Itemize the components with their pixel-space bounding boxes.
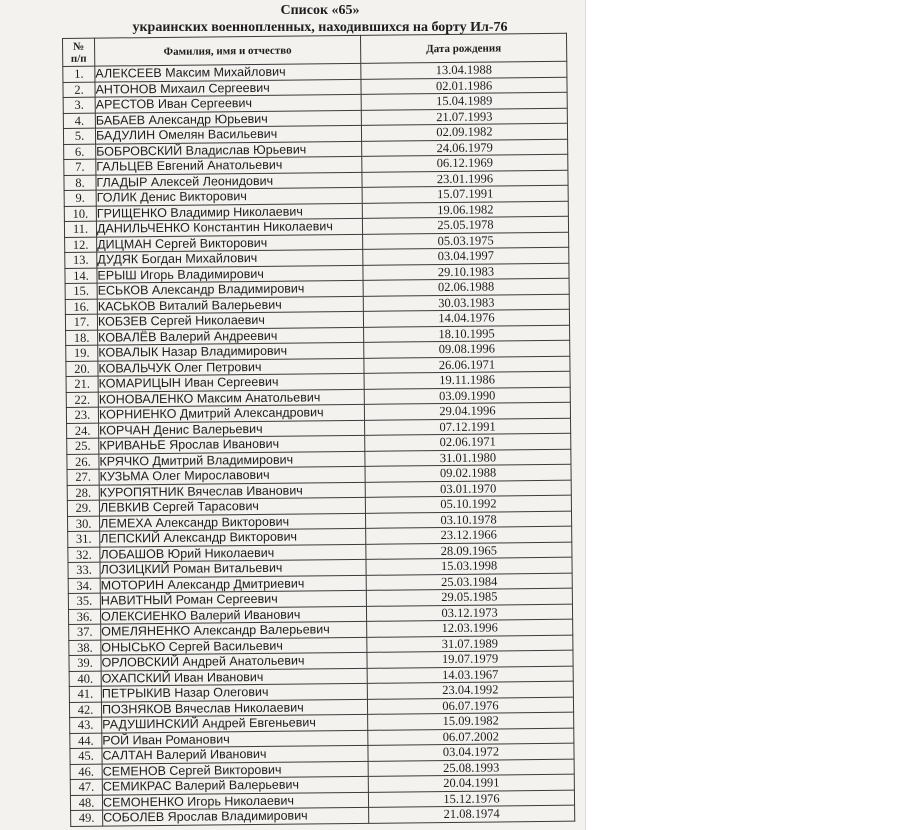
row-birth-date: 13.04.1988 xyxy=(361,61,567,79)
row-birth-date: 30.03.1983 xyxy=(363,294,569,312)
row-number: 31. xyxy=(68,531,100,547)
row-number: 6. xyxy=(64,144,96,160)
row-full-name: ЛЕПСКИЙ Александр Викторович xyxy=(100,528,366,546)
row-birth-date: 03.01.1970 xyxy=(365,480,571,498)
row-birth-date: 21.08.1974 xyxy=(369,805,575,823)
row-full-name: СЕМОНЕНКО Игорь Николаевич xyxy=(102,792,368,810)
row-birth-date: 02.06.1971 xyxy=(365,433,571,451)
row-number: 8. xyxy=(64,175,96,191)
row-full-name: ПЕТРЫКИВ Назар Олегович xyxy=(101,683,367,701)
row-number: 42. xyxy=(69,702,101,718)
row-full-name: БОБРОВСКИЙ Владислав Юрьевич xyxy=(96,141,362,159)
row-birth-date: 23.04.1992 xyxy=(367,681,573,699)
row-full-name: НАВИТНЫЙ Роман Сергеевич xyxy=(100,590,366,608)
row-full-name: ОМЕЛЯНЕНКО Александр Валерьевич xyxy=(101,621,367,639)
row-full-name: СЕМЕНОВ Сергей Викторович xyxy=(102,761,368,779)
row-full-name: ДУДЯК Богдан Михайлович xyxy=(97,249,363,267)
row-full-name: САЛТАН Валерий Иванович xyxy=(102,745,368,763)
row-number: 18. xyxy=(66,330,98,346)
row-number: 17. xyxy=(65,314,97,330)
row-birth-date: 03.04.1972 xyxy=(368,743,574,761)
row-full-name: РАДУШИНСКИЙ Андрей Евгеньевич xyxy=(102,714,368,732)
row-number: 11. xyxy=(64,221,96,237)
row-birth-date: 15.12.1976 xyxy=(368,790,574,808)
row-number: 27. xyxy=(67,469,99,485)
row-number: 28. xyxy=(67,485,99,501)
row-number: 5. xyxy=(63,128,95,144)
header-name xyxy=(95,35,361,66)
row-full-name: КОРЧАН Денис Валерьевич xyxy=(99,420,365,438)
row-birth-date: 31.07.1989 xyxy=(367,635,573,653)
row-number: 37. xyxy=(69,624,101,640)
row-number: 29. xyxy=(67,500,99,516)
row-number: 26. xyxy=(67,454,99,470)
row-number: 3. xyxy=(63,97,95,113)
row-full-name: ОЛЕКСИЕНКО Валерий Иванович xyxy=(100,606,366,624)
row-number: 25. xyxy=(67,438,99,454)
row-birth-date: 29.05.1985 xyxy=(366,588,572,606)
row-full-name: ЕРЫШ Игорь Владимирович xyxy=(97,265,363,283)
row-full-name: ГАЛЬЦЕВ Евгений Анатольевич xyxy=(96,156,362,174)
row-birth-date: 15.09.1982 xyxy=(368,712,574,730)
row-number: 14. xyxy=(65,268,97,284)
row-full-name: ДИЦМАН Сергей Викторович xyxy=(97,234,363,252)
row-full-name: КОМАРИЦЫН Иван Сергеевич xyxy=(98,373,364,391)
row-number: 36. xyxy=(68,609,100,625)
row-number: 2. xyxy=(63,82,95,98)
row-full-name: СЕМИКРАС Валерий Валерьевич xyxy=(102,776,368,794)
row-birth-date: 05.03.1975 xyxy=(363,232,569,250)
row-birth-date: 21.07.1993 xyxy=(361,108,567,126)
row-number: 13. xyxy=(65,252,97,268)
row-number: 22. xyxy=(66,392,98,408)
row-number: 45. xyxy=(70,748,102,764)
row-birth-date: 31.01.1980 xyxy=(365,449,571,467)
row-number: 24. xyxy=(67,423,99,439)
row-number: 43. xyxy=(70,717,102,733)
row-birth-date: 06.07.1976 xyxy=(367,697,573,715)
row-full-name: ЕСЬКОВ Александр Владимирович xyxy=(97,280,363,298)
row-number: 23. xyxy=(66,407,98,423)
row-number: 46. xyxy=(70,764,102,780)
row-number: 35. xyxy=(68,593,100,609)
row-number: 44. xyxy=(70,733,102,749)
row-full-name: КРЯЧКО Дмитрий Владимирович xyxy=(99,451,365,469)
row-number: 4. xyxy=(63,113,95,129)
row-full-name: ДАНИЛЬЧЕНКО Константин Николаевич xyxy=(96,218,362,236)
row-full-name: КАСЬКОВ Виталий Валерьевич xyxy=(97,296,363,314)
row-full-name: МОТОРИН Александр Дмитриевич xyxy=(100,575,366,593)
row-birth-date: 02.01.1986 xyxy=(361,77,567,95)
row-full-name: БАБАЕВ Александр Юрьевич xyxy=(95,110,361,128)
row-number: 15. xyxy=(65,283,97,299)
row-number: 48. xyxy=(70,795,102,811)
row-full-name: КОНОВАЛЕНКО Максим Анатольевич xyxy=(98,389,364,407)
row-number: 33. xyxy=(68,562,100,578)
row-birth-date: 14.04.1976 xyxy=(363,309,569,327)
row-birth-date: 18.10.1995 xyxy=(364,325,570,343)
row-birth-date: 03.12.1973 xyxy=(366,604,572,622)
row-birth-date: 28.09.1965 xyxy=(366,542,572,560)
row-birth-date: 12.03.1996 xyxy=(367,619,573,637)
row-birth-date: 03.09.1990 xyxy=(364,387,570,405)
document-subtitle: украинских военнопленных, находившихся на борту Ил-76 xyxy=(132,20,508,35)
row-number: 9. xyxy=(64,190,96,206)
row-number: 1. xyxy=(63,66,95,82)
row-number: 34. xyxy=(68,578,100,594)
prisoner-list-table xyxy=(62,33,575,827)
row-birth-date: 20.04.1991 xyxy=(368,774,574,792)
row-birth-date: 03.04.1997 xyxy=(363,247,569,265)
document-title: Список «65» xyxy=(280,3,360,18)
header-number-label: № п/п xyxy=(70,40,87,65)
row-number: 30. xyxy=(68,516,100,532)
row-number: 16. xyxy=(65,299,97,315)
row-number: 21. xyxy=(66,376,98,392)
row-number: 38. xyxy=(69,640,101,656)
row-birth-date: 29.10.1983 xyxy=(363,263,569,281)
row-birth-date: 09.08.1996 xyxy=(364,340,570,358)
row-full-name: КРИВАНЬЕ Ярослав Иванович xyxy=(99,435,365,453)
row-number: 40. xyxy=(69,671,101,687)
row-full-name: АНТОНОВ Михаил Сергеевич xyxy=(95,79,361,97)
row-number: 47. xyxy=(70,779,102,795)
row-birth-date: 14.03.1967 xyxy=(367,666,573,684)
row-full-name: ГОЛИК Денис Викторович xyxy=(96,187,362,205)
row-number: 20. xyxy=(66,361,98,377)
row-full-name: БАДУЛИН Омелян Васильевич xyxy=(95,125,361,143)
row-birth-date: 19.11.1986 xyxy=(364,371,570,389)
row-birth-date: 23.12.1966 xyxy=(366,526,572,544)
row-full-name: КУЗЬМА Олег Мирославович xyxy=(99,466,365,484)
row-number: 32. xyxy=(68,547,100,563)
row-birth-date: 09.02.1988 xyxy=(365,464,571,482)
header-number xyxy=(63,38,95,66)
row-full-name: ПОЗНЯКОВ Вячеслав Николаевич xyxy=(101,699,367,717)
header-name-label: Фамилия, имя и отчество xyxy=(163,44,292,58)
row-birth-date: 25.03.1984 xyxy=(366,573,572,591)
row-birth-date: 19.07.1979 xyxy=(367,650,573,668)
row-full-name: ЛОЗИЦКИЙ Роман Витальевич xyxy=(100,559,366,577)
row-birth-date: 03.10.1978 xyxy=(365,511,571,529)
row-full-name: ГЛАДЫР Алексей Леонидович xyxy=(96,172,362,190)
header-birth-date-label: Дата рождения xyxy=(426,41,502,55)
row-full-name: АЛЕКСЕЕВ Максим Михайлович xyxy=(95,63,361,81)
row-full-name: КОБЗЕВ Сергей Николаевич xyxy=(97,311,363,329)
row-birth-date: 15.04.1989 xyxy=(361,92,567,110)
row-birth-date: 06.07.2002 xyxy=(368,728,574,746)
row-number: 12. xyxy=(65,237,97,253)
row-birth-date: 02.09.1982 xyxy=(361,123,567,141)
row-full-name: ЛЕВКИВ Сергей Тарасович xyxy=(99,497,365,515)
row-birth-date: 15.03.1998 xyxy=(366,557,572,575)
row-number: 39. xyxy=(69,655,101,671)
row-full-name: КОВАЛЬЧУК Олег Петрович xyxy=(98,358,364,376)
row-birth-date: 24.06.1979 xyxy=(362,139,568,157)
row-birth-date: 29.04.1996 xyxy=(364,402,570,420)
row-number: 41. xyxy=(69,686,101,702)
row-birth-date: 07.12.1991 xyxy=(365,418,571,436)
row-full-name: КОРНИЕНКО Дмитрий Александрович xyxy=(98,404,364,422)
row-birth-date: 25.05.1978 xyxy=(362,216,568,234)
row-full-name: КОВАЛЁВ Валерий Андреевич xyxy=(98,327,364,345)
row-birth-date: 02.06.1988 xyxy=(363,278,569,296)
row-full-name: ОРЛОВСКИЙ Андрей Анатольевич xyxy=(101,652,367,670)
row-birth-date: 05.10.1992 xyxy=(365,495,571,513)
row-birth-date: 06.12.1969 xyxy=(362,154,568,172)
row-birth-date: 15.07.1991 xyxy=(362,185,568,203)
row-full-name: СОБОЛЕВ Ярослав Владимирович xyxy=(103,807,369,825)
header-birth-date xyxy=(360,33,566,63)
row-number: 19. xyxy=(66,345,98,361)
row-full-name: ОНЫСЬКО Сергей Васильевич xyxy=(101,637,367,655)
row-full-name: ОХАПСКИЙ Иван Иванович xyxy=(101,668,367,686)
row-full-name: РОЙ Иван Романович xyxy=(102,730,368,748)
table-body xyxy=(63,61,575,826)
row-full-name: АРЕСТОВ Иван Сергеевич xyxy=(95,94,361,112)
row-number: 7. xyxy=(64,159,96,175)
row-number: 10. xyxy=(64,206,96,222)
row-number: 49. xyxy=(71,810,103,826)
row-full-name: ЛОБАШОВ Юрий Николаевич xyxy=(100,544,366,562)
row-full-name: ЛЕМЕХА Александр Викторович xyxy=(100,513,366,531)
row-full-name: КУРОПЯТНИК Вячеслав Иванович xyxy=(99,482,365,500)
row-birth-date: 23.01.1996 xyxy=(362,170,568,188)
row-birth-date: 25.08.1993 xyxy=(368,759,574,777)
row-full-name: ГРИЩЕНКО Владимир Николаевич xyxy=(96,203,362,221)
row-birth-date: 26.06.1971 xyxy=(364,356,570,374)
row-full-name: КОВАЛЫК Назар Владимирович xyxy=(98,342,364,360)
row-birth-date: 19.06.1982 xyxy=(362,201,568,219)
